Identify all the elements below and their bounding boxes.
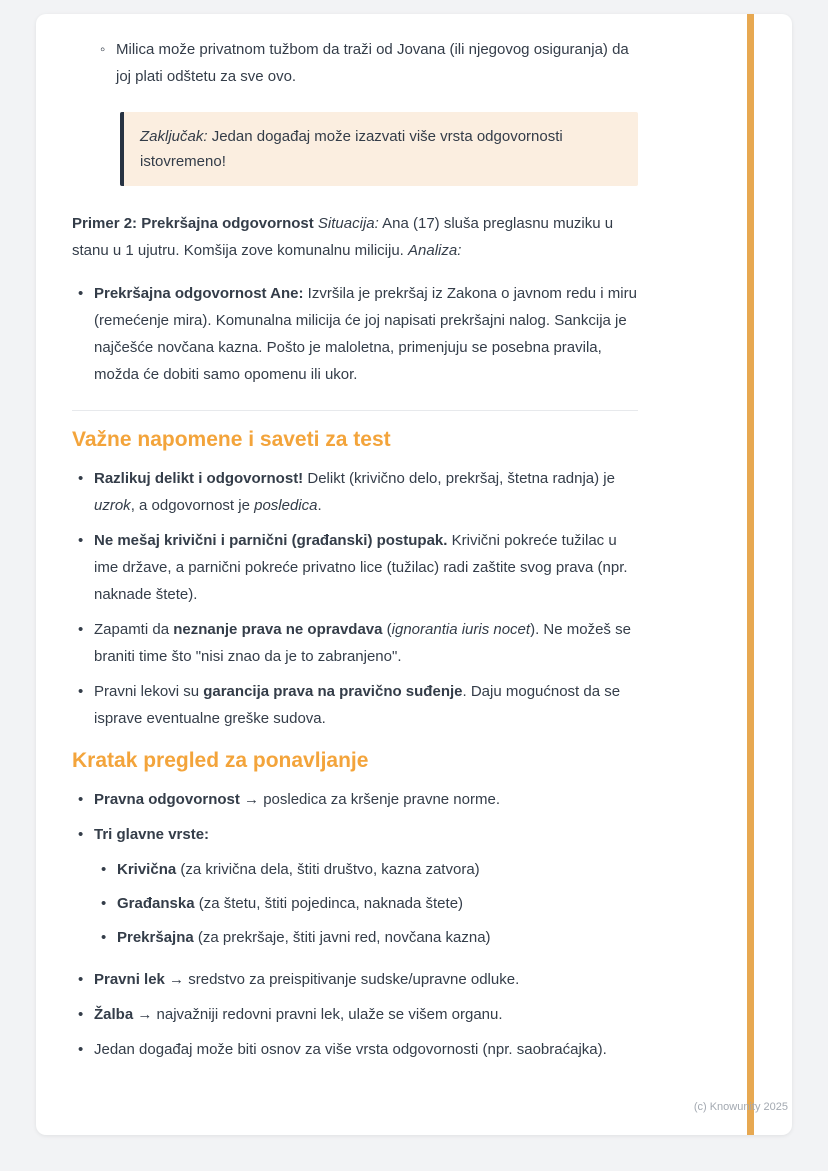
bullet-icon: •: [78, 285, 84, 302]
list-item: [72, 465, 638, 519]
summary-item2-bold: Tri glavne vrste:: [94, 826, 210, 843]
notes-item1-text1: Delikt (krivično delo, prekršaj, štetna radnja) je: [303, 470, 615, 487]
list-item-text: [116, 36, 638, 90]
list-item-text: [94, 465, 638, 519]
notes-item1-bold: Razlikuj delikt i odgovornost!: [94, 470, 304, 487]
list-item: [72, 1001, 638, 1028]
callout-body: Jedan događaj može izazvati više vrsta odgovornosti istovremeno!: [140, 128, 563, 170]
notes-item3-bold: neznanje prava ne opravdava: [173, 621, 383, 638]
notes-item4-text2: . Daju mogućnost da se isprave eventualne greške sudova.: [94, 683, 621, 727]
circle-bullet-icon: ◦: [100, 41, 106, 58]
list-item: [72, 966, 638, 993]
list-item: [72, 36, 638, 90]
list-item: [72, 280, 638, 388]
notes-item1-text3: .: [317, 497, 322, 514]
list-item: [94, 856, 638, 883]
list-item: [94, 890, 638, 917]
summary-sub3-bold: Prekršajna: [117, 929, 194, 946]
summary-item1-text: → posledica za kršenje pravne norme.: [239, 791, 500, 808]
summary-item1-bold: Pravna odgovornost: [94, 791, 240, 808]
bullet-icon: •: [78, 971, 84, 988]
intro-sub-bullet-list: [72, 36, 638, 90]
list-item: [94, 924, 638, 951]
notes-list: [72, 465, 638, 732]
conclusion-callout: [120, 112, 638, 186]
notes-item4-text1: Pravni lekovi su: [94, 683, 204, 700]
footer-credit: (c) Knowunity 2025: [693, 1101, 788, 1113]
list-item-text: [94, 1001, 638, 1028]
list-item: [72, 678, 638, 732]
bullet-icon: •: [78, 1041, 84, 1058]
list-item-text: [94, 527, 638, 608]
summary-item4-text: → najvažniji redovni pravni lek, ulaže se višem organu.: [133, 1006, 503, 1023]
notes-item1-text2: , a odgovornost je: [130, 497, 255, 514]
bullet-icon: •: [78, 1006, 84, 1023]
section-heading-notes: Važne napomene i saveti za test: [72, 428, 391, 451]
intro-text: Milica može privatnom tužbom da traži od Jovana (ili njegovog osiguranja) da joj plati odštetu za sve ovo.: [116, 41, 629, 85]
list-item: [72, 616, 638, 670]
bullet-icon: •: [101, 861, 107, 878]
notes-item1-italic2: posledica: [254, 497, 318, 514]
document-page: [36, 14, 792, 1135]
list-item-text: [94, 1036, 638, 1063]
section-heading-summary: Kratak pregled za ponavljanje: [72, 749, 369, 772]
list-item-text: [94, 821, 638, 958]
list-item: [72, 1036, 638, 1063]
summary-sub1-text: (za krivična dela, štiti društvo, kazna zatvora): [176, 861, 480, 878]
notes-item2-bold: Ne mešaj krivični i parnični (građanski) postupak.: [94, 532, 448, 549]
bullet-icon: •: [78, 826, 84, 843]
notes-item3-text1: Zapamti da: [94, 621, 174, 638]
summary-item3-bold: Pravni lek: [94, 971, 165, 988]
list-item-text: [117, 856, 638, 883]
paragraph-primer2: [72, 210, 638, 264]
primer2-bullet-lead: Prekršajna odgovornost Ane:: [94, 285, 304, 302]
summary-sub2-bold: Građanska: [117, 895, 195, 912]
list-item-text: [117, 924, 638, 951]
bullet-icon: •: [101, 895, 107, 912]
list-item-text: [94, 786, 638, 813]
notes-item4-bold: garancija prava na pravično suđenje: [203, 683, 463, 700]
notes-item3-italic1: ignorantia iuris nocet: [391, 621, 531, 638]
list-item-text: [117, 890, 638, 917]
callout-label: Zaključak:: [140, 128, 208, 145]
section-divider: [72, 410, 638, 411]
list-item: [72, 821, 638, 958]
list-item-text: [94, 678, 638, 732]
list-item: [72, 786, 638, 813]
primer2-bullet-text: Izvršila je prekršaj iz Zakona o javnom redu i miru (remećenje mira). Komunalna milicija će joj napisati prekršajni nalog. Sankcija je najčešće novčana kazna. Pošto je maloletna, primenjuju se posebna pravila, možda će dobiti samo opomenu ili ukor.: [94, 285, 637, 383]
list-item-text: [94, 966, 638, 993]
nested-list: [94, 856, 638, 951]
primer2-bullet-list: [72, 280, 638, 388]
summary-list: [72, 786, 638, 1063]
bullet-icon: •: [78, 791, 84, 808]
bullet-icon: •: [78, 470, 84, 487]
analiza-label: Analiza:: [408, 242, 462, 259]
primer2-lead: Primer 2: Prekršajna odgovornost: [72, 215, 318, 232]
situacija-label: Situacija:: [317, 215, 379, 232]
summary-item5-text: Jedan događaj može biti osnov za više vrsta odgovornosti (npr. saobraćajka).: [94, 1041, 607, 1058]
bullet-icon: •: [101, 929, 107, 946]
list-item-text: [94, 280, 638, 388]
callout-text: [140, 124, 622, 174]
situacija-text: Ana (17) sluša preglasnu muziku u stanu u 1 ujutru. Komšija zove komunalnu miliciju.: [72, 215, 614, 259]
bullet-icon: •: [78, 683, 84, 700]
bullet-icon: •: [78, 532, 84, 549]
content-area: [72, 36, 638, 1071]
list-item-text: [94, 616, 638, 670]
summary-sub2-text: (za štetu, štiti pojedinca, naknada štete): [194, 895, 464, 912]
bullet-icon: •: [78, 621, 84, 638]
summary-item4-bold: Žalba: [94, 1006, 134, 1023]
summary-sub1-bold: Krivična: [117, 861, 177, 878]
accent-stripe: [747, 14, 754, 1135]
list-item: [72, 527, 638, 608]
summary-sub3-text: (za prekršaje, štiti javni red, novčana kazna): [193, 929, 491, 946]
notes-item3-text2: (: [382, 621, 392, 638]
notes-item1-italic1: uzrok: [94, 497, 131, 514]
summary-item3-text: → sredstvo za preispitivanje sudske/upravne odluke.: [164, 971, 520, 988]
notes-item3-text3: ). Ne možeš se braniti time što "nisi znao da je to zabranjeno".: [94, 621, 631, 665]
notes-item2-text1: Krivični pokreće tužilac u ime države, a parnični pokreće privatno lice (tužilac) radi zaštite svog prava (npr. naknade štete).: [94, 532, 628, 603]
